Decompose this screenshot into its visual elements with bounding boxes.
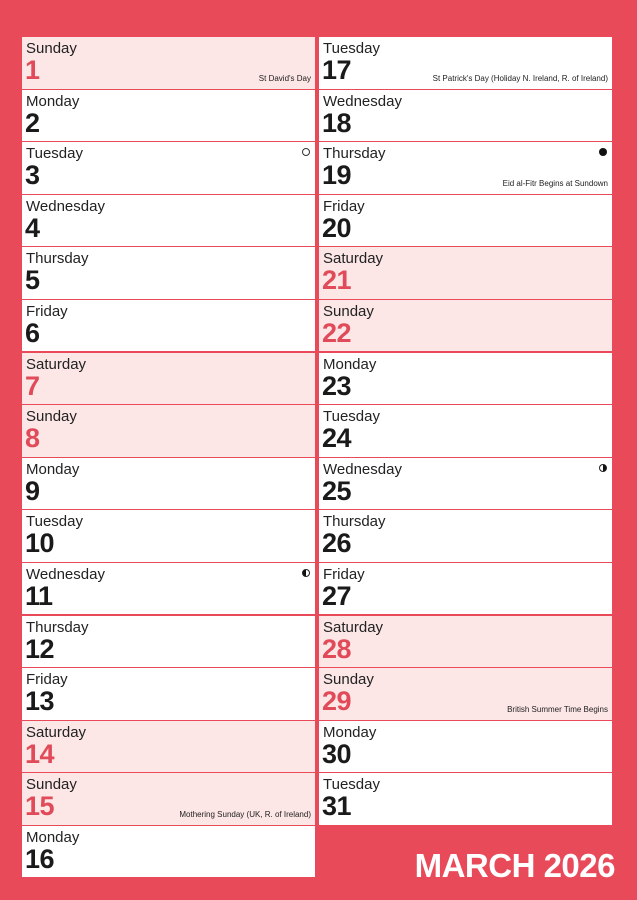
left-day-column [22,37,315,879]
day-cell[interactable] [319,616,612,668]
day-cell[interactable] [319,721,612,773]
day-name: Wednesday [26,565,105,583]
last-moon-icon [302,569,310,577]
day-number: 26 [322,528,352,559]
right-day-column [319,37,612,826]
day-number: 18 [322,107,352,138]
day-cell[interactable] [319,563,612,615]
day-name: Friday [26,671,68,689]
day-name: Sunday [26,776,77,794]
day-name: Saturday [323,618,384,636]
day-number: 9 [25,475,40,506]
day-cell[interactable] [319,247,612,299]
day-number: 7 [25,370,40,401]
day-number: 23 [322,370,352,401]
month-title: MARCH 2026 [414,847,615,884]
day-number: 24 [322,423,352,454]
event-label: St David's Day [258,73,311,83]
day-cell[interactable] [22,353,315,405]
day-cell[interactable] [22,90,315,142]
day-cell[interactable] [22,247,315,299]
day-cell[interactable] [22,563,315,615]
day-name: Friday [323,565,365,583]
day-name: Tuesday [323,408,380,426]
day-name: Friday [26,302,68,320]
day-cell[interactable] [22,510,315,562]
day-number: 19 [322,160,352,191]
day-number: 17 [322,55,352,85]
day-cell[interactable] [22,773,315,825]
day-number: 25 [322,475,352,506]
day-name: Thursday [26,250,89,268]
day-number: 14 [25,738,55,769]
day-number: 20 [322,212,352,243]
day-number: 29 [322,686,352,717]
day-number: 10 [25,528,55,559]
day-name: Monday [323,355,377,373]
day-number: 12 [25,633,55,664]
day-number: 1 [25,55,40,85]
event-label: Mothering Sunday (UK, R. of Ireland) [179,809,311,819]
day-name: Thursday [26,618,89,636]
day-number: 22 [322,317,352,348]
day-cell[interactable] [319,90,612,142]
day-cell[interactable] [319,458,612,510]
day-number: 15 [25,791,55,822]
first-moon-icon [599,464,607,472]
day-cell[interactable] [319,405,612,457]
day-number: 31 [322,791,352,822]
day-number: 8 [25,423,40,454]
day-name: Saturday [323,250,384,268]
day-cell[interactable] [319,668,612,720]
day-name: Tuesday [323,776,380,794]
day-number: 21 [322,265,352,296]
day-cell[interactable] [22,616,315,668]
day-number: 11 [25,580,53,611]
day-number: 13 [25,686,55,717]
day-number: 27 [322,580,352,611]
day-number: 4 [25,212,40,243]
event-label: British Summer Time Begins [507,704,608,714]
day-cell[interactable] [22,37,315,89]
day-name: Tuesday [323,40,380,57]
day-name: Monday [26,460,80,478]
day-cell[interactable] [319,510,612,562]
day-cell[interactable] [319,300,612,352]
day-number: 30 [322,738,352,769]
day-cell[interactable] [22,826,315,878]
day-number: 2 [25,107,40,138]
day-name: Saturday [26,723,87,741]
day-cell[interactable] [22,195,315,247]
day-number: 5 [25,265,40,296]
day-cell[interactable] [22,668,315,720]
new-moon-icon [599,148,607,156]
day-cell[interactable] [319,142,612,194]
day-cell[interactable] [319,195,612,247]
day-name: Thursday [323,145,386,163]
day-number: 3 [25,160,40,191]
day-name: Sunday [26,40,77,57]
day-number: 28 [322,633,352,664]
day-cell[interactable] [22,721,315,773]
day-cell[interactable] [319,353,612,405]
day-number: 6 [25,317,40,348]
day-name: Wednesday [323,92,402,110]
day-name: Tuesday [26,513,83,531]
day-name: Tuesday [26,145,83,163]
day-name: Friday [323,197,365,215]
day-cell[interactable] [22,300,315,352]
event-label: Eid al-Fitr Begins at Sundown [502,178,608,188]
day-name: Thursday [323,513,386,531]
day-name: Monday [26,92,80,110]
day-cell[interactable] [319,773,612,825]
day-name: Sunday [323,302,374,320]
day-name: Sunday [323,671,374,689]
day-cell[interactable] [22,142,315,194]
day-name: Wednesday [26,197,105,215]
event-label: St Patrick's Day (Holiday N. Ireland, R. of Ireland) [432,73,608,83]
full-moon-icon [302,148,310,156]
day-name: Monday [323,723,377,741]
day-cell[interactable] [319,37,612,89]
day-name: Sunday [26,408,77,426]
day-number: 16 [25,843,55,874]
day-name: Wednesday [323,460,402,478]
day-name: Saturday [26,355,87,373]
day-cell[interactable] [22,405,315,457]
day-name: Monday [26,828,80,846]
day-cell[interactable] [22,458,315,510]
